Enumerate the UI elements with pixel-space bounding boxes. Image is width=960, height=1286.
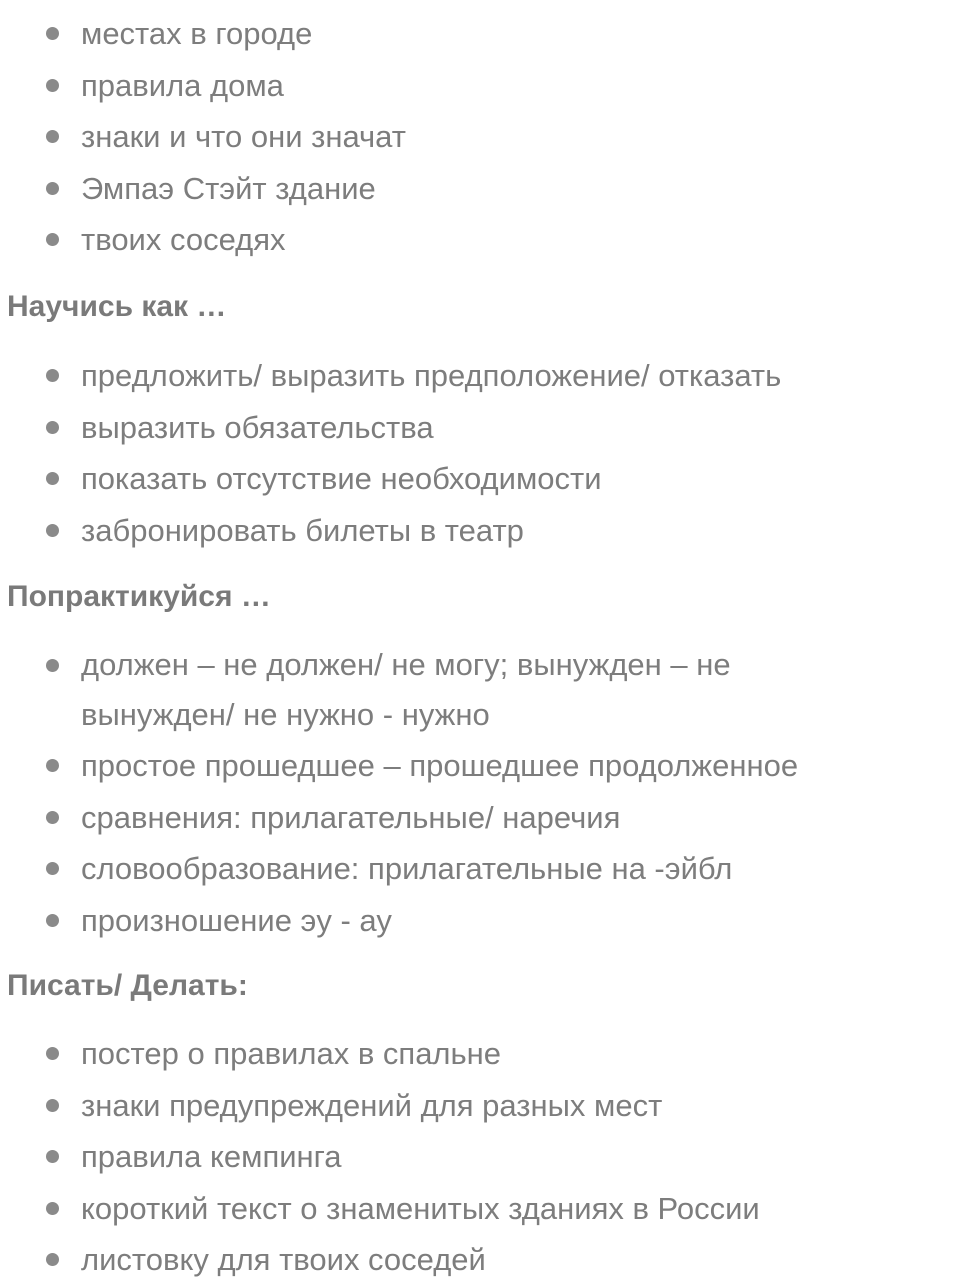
bullet-icon: [46, 1099, 59, 1112]
list-item-text: предложить/ выразить предположение/ отказать: [81, 358, 782, 393]
list-item: [0, 163, 960, 215]
list-item: [0, 8, 960, 60]
list-item-text: выразить обязательства: [81, 409, 434, 445]
list-item-text: листовку для твоих соседей: [81, 1242, 486, 1277]
list-item-text: правила дома: [81, 67, 284, 103]
bullet-icon: [46, 233, 59, 246]
list-item: [0, 1028, 960, 1080]
bullet-icon: [46, 862, 59, 875]
list-item: [0, 895, 960, 947]
list-item-text: постер о правилах в спальне: [81, 1036, 502, 1071]
bullet-icon: [46, 182, 59, 195]
list-item-text: местах в городе: [81, 16, 313, 51]
list-item: [0, 1234, 960, 1286]
list-item: [0, 350, 960, 402]
bullet-icon: [46, 914, 59, 927]
list-item: [0, 214, 960, 266]
list-item-text: Эмпаэ Стэйт здание: [81, 170, 376, 206]
bullet-icon: [46, 130, 59, 143]
list-item: [0, 1131, 960, 1183]
bullet-icon: [46, 811, 59, 824]
bullet-icon: [46, 369, 59, 382]
learn-list: [0, 350, 960, 556]
list-item: [0, 1080, 960, 1132]
list-item: [0, 792, 960, 844]
list-item: [0, 1183, 960, 1235]
list-item: [0, 111, 960, 163]
bullet-icon: [46, 421, 59, 434]
list-item-text: правила кемпинга: [81, 1139, 342, 1174]
list-item-text: произношение эу - ау: [81, 902, 392, 938]
list-item-text: должен – не должен/ не могу; вынужден – не вынужден/ не нужно - нужно: [81, 647, 731, 732]
section-heading-practice: Попрактикуйся …: [7, 580, 271, 613]
list-item: [0, 640, 960, 740]
list-item: [0, 505, 960, 557]
bullet-icon: [46, 1150, 59, 1163]
section-heading-learn: Научись как …: [7, 290, 227, 323]
bullet-icon: [46, 27, 59, 40]
list-item: [0, 402, 960, 454]
bullet-icon: [46, 472, 59, 485]
bullet-icon: [46, 1047, 59, 1060]
list-item-text: твоих соседях: [81, 222, 286, 257]
list-item: [0, 740, 960, 792]
list-item-text: словообразование: прилагательные на -эйбл: [81, 851, 733, 886]
list-item-text: сравнения: прилагательные/ наречия: [81, 799, 621, 835]
list-item-text: знаки предупреждений для разных мест: [81, 1087, 663, 1123]
list-item: [0, 60, 960, 112]
bullet-icon: [46, 524, 59, 537]
list-item-text: знаки и что они значат: [81, 119, 406, 154]
bullet-icon: [46, 659, 59, 672]
write-list: [0, 1028, 960, 1286]
bullet-icon: [46, 79, 59, 92]
bullet-icon: [46, 1202, 59, 1215]
bullet-icon: [46, 1253, 59, 1266]
list-item-text: простое прошедшее – прошедшее продолженное: [81, 748, 799, 783]
list-item-text: забронировать билеты в театр: [81, 512, 524, 548]
list-item-text: короткий текст о знаменитых зданиях в России: [81, 1190, 760, 1226]
section-heading-write: Писать/ Делать:: [7, 969, 248, 1002]
practice-list: [0, 640, 960, 946]
bullet-icon: [46, 759, 59, 772]
list-item: [0, 453, 960, 505]
list-item: [0, 843, 960, 895]
list-item-text: показать отсутствие необходимости: [81, 461, 602, 496]
topics-list: [0, 8, 960, 266]
